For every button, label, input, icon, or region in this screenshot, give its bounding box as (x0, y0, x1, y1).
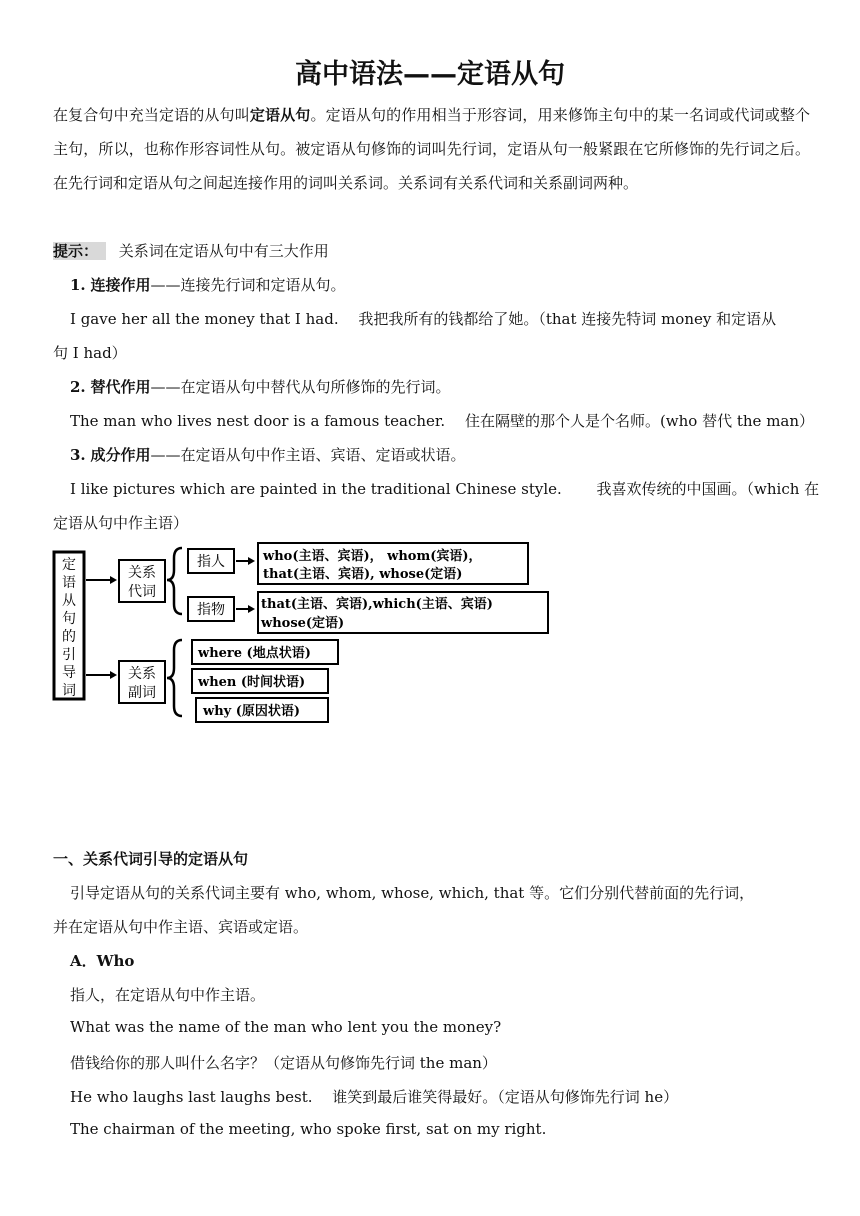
page-title: 高中语法——定语从句 (295, 59, 565, 90)
tip-label: 提示： (53, 242, 106, 260)
intro-term: 定语从句 (249, 106, 311, 124)
where-label: where (地点状语) (198, 646, 311, 661)
thing-label: 指物 (197, 602, 225, 618)
function-1-number: 1. (70, 276, 86, 294)
adverb-label-line2: 副词 (128, 685, 156, 701)
root-arrows (86, 576, 117, 679)
person-words-line1: who(主语、宾语)， whom(宾语)， (263, 549, 482, 564)
section-1-desc-cont: 并在定语从句中作主语、宾语或定语。 (53, 918, 309, 936)
adverb-label-line1: 关系 (128, 666, 156, 682)
example-3: The chairman of the meeting, who spoke first, sat on my right. (70, 1120, 547, 1138)
root-char: 引 (62, 647, 76, 663)
subsection-a-desc: 指人，在定语从句中作主语。 (70, 986, 266, 1004)
section-1-desc: 引导定语从句的关系代词主要有 who, whom, whose, which, that 等。它们分别代替前面的先行词， (70, 884, 755, 902)
example-2: He who laughs last laughs best. 谁笑到最后谁笑得最好。（定语从句修饰先行词 he） (70, 1088, 679, 1106)
function-1-heading (70, 274, 345, 295)
pronoun-label-line2: 代词 (128, 584, 156, 600)
intro-text-post: 。定语从句的作用相当于形容词，用来修饰主句中的某一名词或代词或整个主句，所以，也称作形容词性从句。被定语从句修饰的词叫先行词，定语从句一般紧跟在它所修饰的先行词之后。在先行词和定语从句之间起连接作用的词叫关系词。关系词有关系代词和关系副词两种。 (53, 106, 810, 192)
function-3-example-cont: 定语从句中作主语） (53, 514, 189, 532)
why-label: why (原因状语) (203, 704, 301, 719)
function-2-heading (70, 376, 450, 397)
function-1-example: I gave her all the money that I had. 我把我所有的钱都给了她。（that 连接先特词 money 和定语从 (70, 310, 777, 328)
root-char: 从 (62, 593, 76, 609)
function-3-desc: ——在定语从句中作主语、宾语、定语或状语。 (150, 446, 466, 464)
thing-words-line1: that(主语、宾语),which(主语、宾语) (261, 597, 493, 612)
root-char: 词 (62, 683, 76, 699)
thing-words-line2: whose(定语) (261, 616, 345, 631)
relative-word-diagram (50, 540, 560, 730)
pronoun-brace (167, 548, 182, 614)
function-2-desc: ——在定语从句中替代从句所修饰的先行词。 (150, 378, 451, 396)
intro-paragraph (53, 98, 810, 200)
function-1-name: 连接作用 (90, 276, 151, 294)
root-char: 句 (62, 611, 76, 627)
example-1-translation: 借钱给你的那人叫什么名字？（定语从句修饰先行词 the man） (70, 1054, 497, 1072)
root-char: 的 (62, 629, 76, 645)
function-1-example-cont: 句 I had） (53, 344, 127, 362)
function-2-number: 2. (70, 378, 86, 396)
when-label: when (时间状语) (198, 675, 306, 690)
function-3-name: 成分作用 (90, 446, 151, 464)
function-2-name: 替代作用 (90, 378, 151, 396)
intro-text-pre: 在复合句中充当定语的从句叫 (53, 106, 250, 124)
adverb-brace (167, 640, 182, 716)
subsection-a-heading: A．Who (70, 952, 135, 970)
sub-arrows (236, 557, 255, 613)
person-words-line2: that(主语、宾语), whose(定语) (263, 567, 463, 582)
example-1: What was the name of the man who lent you the money? (70, 1018, 502, 1036)
function-1-desc: ——连接先行词和定语从句。 (150, 276, 346, 294)
function-3-number: 3. (70, 446, 86, 464)
root-char: 导 (62, 665, 76, 681)
tip-text: 关系词在定语从句中有三大作用 (118, 242, 329, 260)
root-char: 语 (62, 575, 76, 591)
root-char: 定 (62, 557, 76, 573)
function-3-example: I like pictures which are painted in the traditional Chinese style. 我喜欢传统的中国画。（which 在 (70, 480, 820, 498)
pronoun-label-line1: 关系 (128, 565, 156, 581)
section-1-heading: 一、关系代词引导的定语从句 (53, 850, 249, 868)
function-2-example: The man who lives nest door is a famous teacher. 住在隔壁的那个人是个名师。(who 替代 the man） (70, 412, 815, 430)
tip-line (53, 240, 329, 261)
root-label (62, 557, 76, 699)
function-3-heading (70, 444, 465, 465)
person-label: 指人 (197, 554, 225, 570)
